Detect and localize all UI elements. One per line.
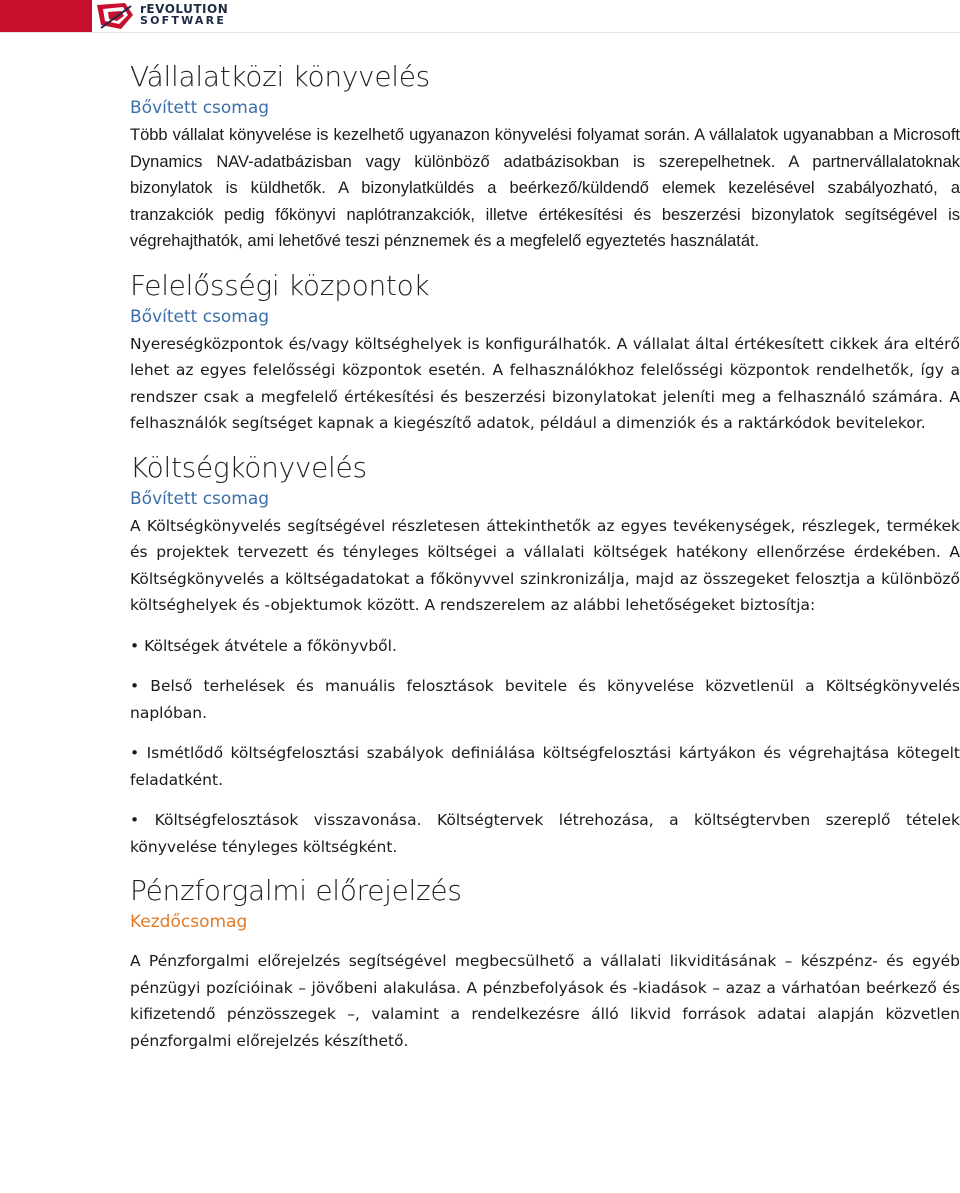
package-label: Bővített csomag — [130, 488, 270, 509]
package-label: Bővített csomag — [130, 98, 270, 118]
list-item: • Költségek átvétele a főkönyvből. — [130, 636, 397, 655]
section-title: Felelősségi központok — [130, 268, 430, 302]
list-item: • Ismétlődő költségfelosztási szabályok definiálása költségfelosztási kártyákon és végrehajtása kötegelt feladatként. — [130, 744, 960, 789]
section-paragraph: A Költségkönyvelés segítségével részletesen áttekinthetők az egyes tevékenységek, részlegek, termékek és projektek tervezett és tényleges költségei a vállalati költségek hatékony ellenőrzése érdekében. A Költségkönyvelés a költségadatokat a főkönyvvel szinkronizálja, majd az összegeket felosztja a különböző költséghelyek és -objektumok között. A rendszerelem az alábbi lehetőségeket biztosítja: — [130, 516, 960, 614]
section-title: Vállalatközi könyvelés — [130, 60, 430, 93]
package-label: Bővített csomag — [130, 306, 270, 327]
document-body — [130, 60, 960, 1068]
section-paragraph: Több vállalat könyvelése is kezelhető ugyanazon könyvelési folyamat során. A vállalatok ugyanabban a Microsoft Dynamics NAV-adatbázisban vagy különböző adatbázisokban is szerepelhetnek. A partnervállalatoknak bizonylatok is küldhetők. A bizonylatküldés a beérkező/küldendő elemek kezelésével szabályozható, a tranzakciók pedig főkönyvi naplótranzakciók, illetve értékesítési és beszerzési bizonylatok segítségével is végrehajthatók, ami lehetővé teszi pénznemek és a megfelelő egyeztetés használatát. — [130, 126, 960, 250]
page-header — [0, 0, 960, 33]
list-item: • Költségfelosztások visszavonása. Költségtervek létrehozása, a költségtervben szereplő tételek könyvelése tényleges költségként. — [130, 811, 960, 856]
section-title: Költségkönyvelés — [130, 450, 367, 484]
section-paragraph: A Pénzforgalmi előrejelzés segítségével megbecsülhető a vállalati likviditásának – készpénz- és egyéb pénzügyi pozícióinak – jövőbeni alakulása. A pénzbefolyások és -kiadások – azaz a várhatóan beérkező és kifizetendő pénzösszegek –, valamint a rendelkezésre álló likvid források adatai alapján közvetlen pénzforgalmi előrejelzés készíthető. — [130, 952, 960, 1050]
brand-line1: rEVOLUTION — [140, 2, 229, 16]
brand-wordmark — [140, 3, 228, 27]
section-title: Pénzforgalmi előrejelzés — [130, 874, 462, 907]
brand-line2: SOFTWARE — [140, 14, 227, 27]
revolution-logo-icon — [95, 1, 135, 31]
list-item: • Belső terhelések és manuális felosztások bevitele és könyvelése közvetlenül a Költségkönyvelés naplóban. — [130, 677, 960, 722]
section-intercompany — [130, 60, 960, 255]
section-paragraph: Nyereségközpontok és/vagy költséghelyek is konfigurálhatók. A vállalat által értékesített cikkek ára eltérő lehet az egyes felelősségi központok esetén. A felhasználókhoz felelősségi központok rendelhetők, így a rendszer csak a megfelelő értékesítési és beszerzési bizonylatokat jeleníti meg a felhasználó számára. A felhasználók segítséget kapnak a kiegészítő adatok, például a dimenziók és a raktárkódok bevitelekor. — [130, 334, 960, 432]
section-responsibility-centers — [130, 269, 960, 437]
package-label: Kezdőcsomag — [130, 912, 248, 932]
section-cost-accounting — [130, 451, 960, 861]
logo-color-bar — [0, 0, 92, 32]
section-cash-flow-forecast — [130, 874, 960, 1054]
